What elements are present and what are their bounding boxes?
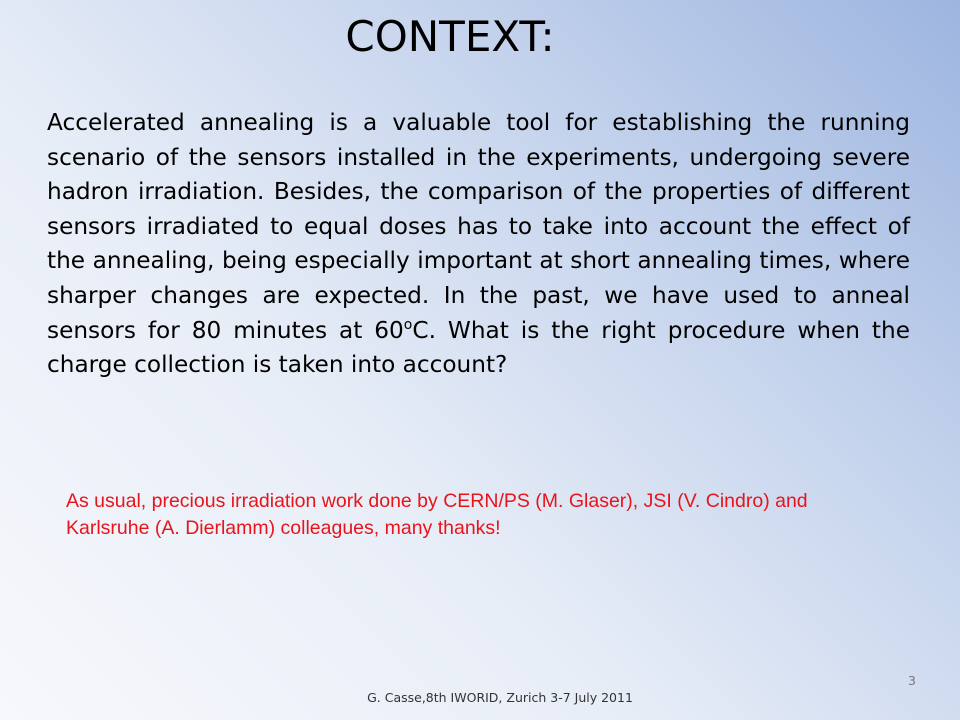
body-text-part-2: C. What is the right procedure when the charge collection is taken into account? [47, 316, 910, 379]
footer-text: G. Casse,8th IWORID, Zurich 3-7 July 2011 [367, 690, 633, 705]
acknowledgement-text: As usual, precious irradiation work done by CERN/PS (M. Glaser), JSI (V. Cindro) and Karlsruhe (A. Dierlamm) colleagues, many thanks! [66, 490, 808, 539]
degree-superscript: o [403, 316, 413, 333]
page-number: 3 [908, 673, 916, 688]
slide-title: CONTEXT: [345, 12, 555, 61]
body-paragraph [47, 106, 910, 383]
body-text-part-1: Accelerated annealing is a valuable tool for establishing the running scenario of the sensors installed in the experiments, undergoing severe hadron irradiation. Besides, the comparison of the properties of different sensors irradiated to equal doses has to take into account the effect of the annealing, being especially important at short annealing times, where sharper changes are expected. In the past, we have used to anneal sensors for 80 minutes at 60 [47, 109, 910, 344]
